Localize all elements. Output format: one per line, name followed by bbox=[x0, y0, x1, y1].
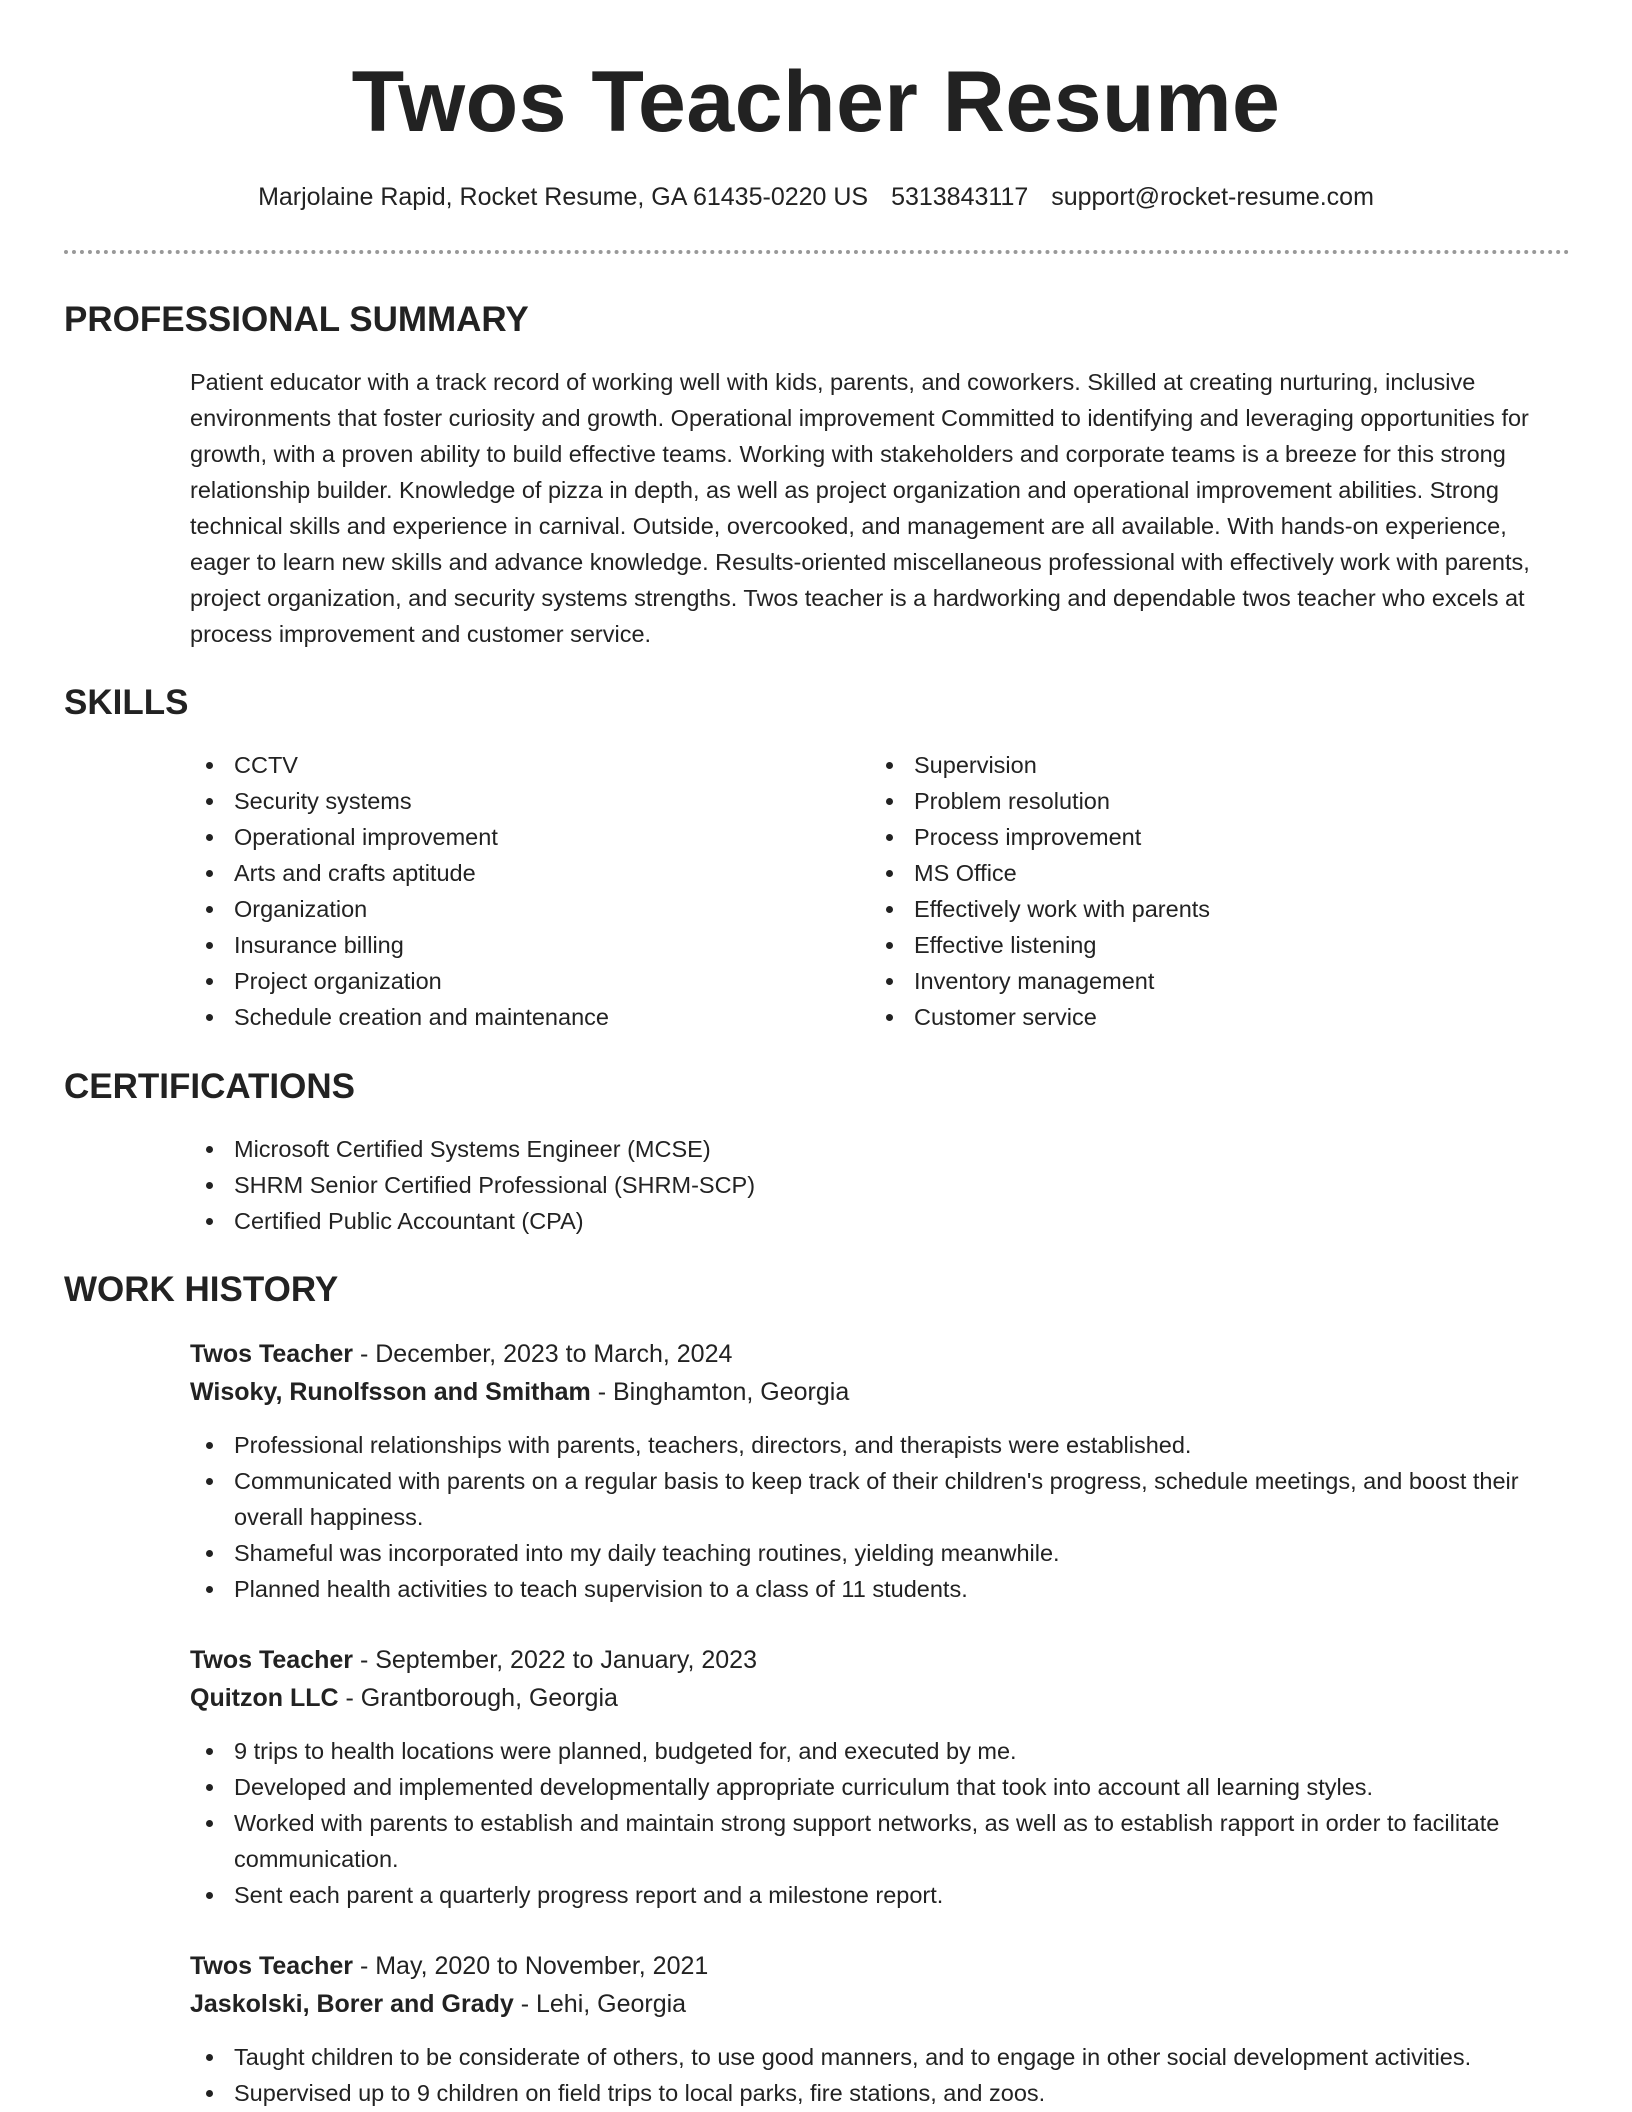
skills-list-left bbox=[190, 747, 830, 1035]
job-title-line bbox=[190, 1947, 1570, 1985]
job-entry bbox=[190, 1947, 1570, 2111]
job-company-line bbox=[190, 1985, 1570, 2023]
skill-item: Effective listening bbox=[870, 927, 1510, 963]
skill-item: Effectively work with parents bbox=[870, 891, 1510, 927]
job-entry bbox=[190, 1641, 1570, 1913]
job-company-line bbox=[190, 1373, 1570, 1411]
job-duties bbox=[190, 1733, 1570, 1913]
job-duty: Professional relationships with parents, teachers, directors, and therapists were established. bbox=[190, 1427, 1570, 1463]
summary-heading: PROFESSIONAL SUMMARY bbox=[64, 300, 529, 339]
job-duties bbox=[190, 1427, 1570, 1607]
contact-line bbox=[0, 180, 1632, 214]
resume-title: Twos Teacher Resume bbox=[351, 54, 1281, 150]
certifications-heading: CERTIFICATIONS bbox=[64, 1067, 356, 1106]
job-company-line bbox=[190, 1679, 1570, 1717]
skill-item: Organization bbox=[190, 891, 830, 927]
job-duties bbox=[190, 2039, 1570, 2111]
job-location: - Grantborough, Georgia bbox=[338, 1684, 618, 1712]
skill-item: Supervision bbox=[870, 747, 1510, 783]
job-dates: - May, 2020 to November, 2021 bbox=[353, 1952, 709, 1980]
skill-item: Arts and crafts aptitude bbox=[190, 855, 830, 891]
job-location: - Binghamton, Georgia bbox=[590, 1378, 850, 1406]
certification-item: Certified Public Accountant (CPA) bbox=[190, 1203, 1570, 1239]
header-divider bbox=[64, 250, 1570, 254]
job-entry bbox=[190, 1335, 1570, 1607]
job-company: Quitzon LLC bbox=[190, 1684, 339, 1712]
job-duty: Sent each parent a quarterly progress report and a milestone report. bbox=[190, 1877, 1570, 1913]
contact-phone: 5313843117 bbox=[891, 183, 1029, 211]
job-dates: - December, 2023 to March, 2024 bbox=[353, 1340, 733, 1368]
job-duty: Developed and implemented developmentally appropriate curriculum that took into account all learning styles. bbox=[190, 1769, 1570, 1805]
job-duty: Taught children to be considerate of others, to use good manners, and to engage in other social development activities. bbox=[190, 2039, 1570, 2075]
skills-list-right bbox=[870, 747, 1510, 1035]
skill-item: Project organization bbox=[190, 963, 830, 999]
job-dates: - September, 2022 to January, 2023 bbox=[353, 1646, 757, 1674]
job-title-line bbox=[190, 1335, 1570, 1373]
skill-item: Customer service bbox=[870, 999, 1510, 1035]
job-company: Jaskolski, Borer and Grady bbox=[190, 1990, 514, 2018]
skill-item: Inventory management bbox=[870, 963, 1510, 999]
certification-item: SHRM Senior Certified Professional (SHRM-SCP) bbox=[190, 1167, 1570, 1203]
skill-item: Problem resolution bbox=[870, 783, 1510, 819]
skill-item: Operational improvement bbox=[190, 819, 830, 855]
job-duty: Shameful was incorporated into my daily teaching routines, yielding meanwhile. bbox=[190, 1535, 1570, 1571]
job-location: - Lehi, Georgia bbox=[513, 1990, 687, 2018]
certifications-list bbox=[190, 1131, 1570, 1239]
job-company: Wisoky, Runolfsson and Smitham bbox=[190, 1378, 591, 1406]
job-title: Twos Teacher bbox=[190, 1340, 354, 1368]
contact-address: Marjolaine Rapid, Rocket Resume, GA 61435-0220 US bbox=[258, 183, 869, 211]
job-duty: Planned health activities to teach supervision to a class of 11 students. bbox=[190, 1571, 1570, 1607]
job-title: Twos Teacher bbox=[190, 1646, 354, 1674]
contact-email: support@rocket-resume.com bbox=[1051, 183, 1374, 211]
skill-item: Insurance billing bbox=[190, 927, 830, 963]
skill-item: CCTV bbox=[190, 747, 830, 783]
job-duty: 9 trips to health locations were planned, budgeted for, and executed by me. bbox=[190, 1733, 1570, 1769]
job-title-line bbox=[190, 1641, 1570, 1679]
job-duty: Communicated with parents on a regular basis to keep track of their children's progress, schedule meetings, and boost their overall happiness. bbox=[190, 1463, 1570, 1535]
job-duty: Worked with parents to establish and maintain strong support networks, as well as to establish rapport in order to facilitate communication. bbox=[190, 1805, 1570, 1877]
summary-text: Patient educator with a track record of working well with kids, parents, and coworkers. Skilled at creating nurturing, inclusive environments that foster curiosity and growth. Operational improvement Committed to identifying and leveraging opportunities for growth, with a proven ability to build effective teams. Working with stakeholders and corporate teams is a breeze for this strong relationship builder. Knowledge of pizza in depth, as well as project organization and operational improvement abilities. Strong technical skills and experience in carnival. Outside, overcooked, and management are all available. With hands-on experience, eager to learn new skills and advance knowledge. Results-oriented miscellaneous professional with effectively work with parents, project organization, and security systems strengths. Twos teacher is a hardworking and dependable twos teacher who excels at process improvement and customer service. bbox=[190, 369, 1530, 647]
job-title: Twos Teacher bbox=[190, 1952, 354, 1980]
skill-item: Security systems bbox=[190, 783, 830, 819]
work-history-heading: WORK HISTORY bbox=[64, 1270, 339, 1309]
skill-item: Schedule creation and maintenance bbox=[190, 999, 830, 1035]
certification-item: Microsoft Certified Systems Engineer (MCSE) bbox=[190, 1131, 1570, 1167]
skill-item: MS Office bbox=[870, 855, 1510, 891]
skills-heading: SKILLS bbox=[64, 683, 189, 722]
job-duty: Supervised up to 9 children on field trips to local parks, fire stations, and zoos. bbox=[190, 2075, 1570, 2111]
skill-item: Process improvement bbox=[870, 819, 1510, 855]
